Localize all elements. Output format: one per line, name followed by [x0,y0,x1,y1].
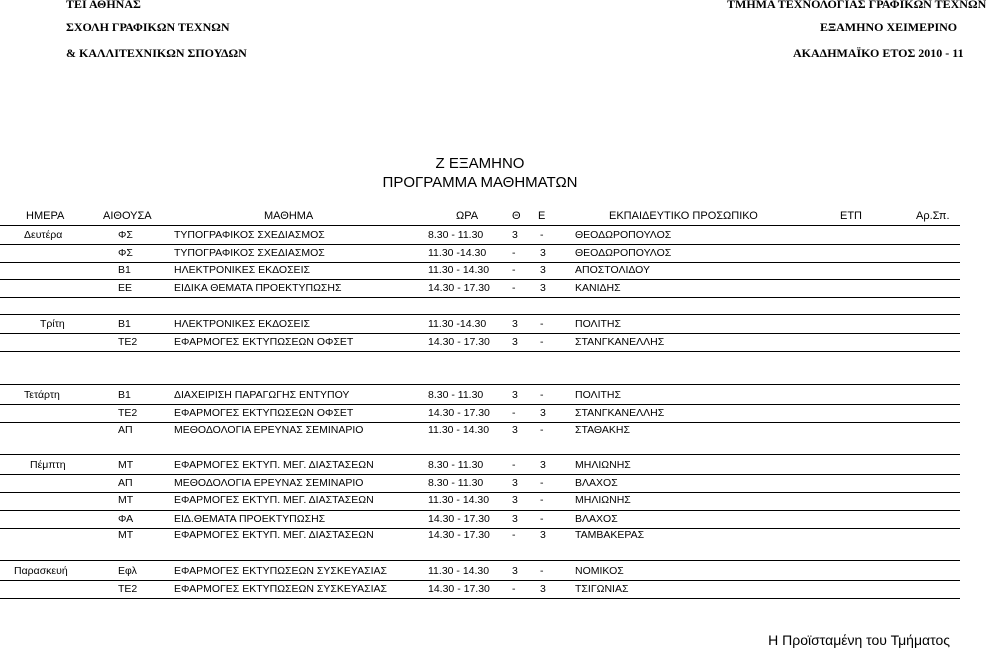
cell-theory: - [512,247,516,259]
cell-time: 8.30 - 11.30 [428,459,484,471]
cell-time: 14.30 - 17.30 [428,407,490,419]
cell-course: ΕΦΑΡΜΟΓΕΣ ΕΚΤΥΠΩΣΕΩΝ ΣΥΣΚΕΥΑΣΙΑΣ [174,583,388,595]
cell-course: ΕΙΔΙΚΑ ΘΕΜΑΤΑ ΠΡΟΕΚΤΥΠΩΣΗΣ [174,282,342,294]
academic-year: ΑΚΑΔΗΜΑΪΚΟ ΕΤΟΣ 2010 - 11 [793,46,964,60]
table-row [0,527,960,544]
cell-room: ΑΠ [118,477,133,489]
cell-lab: - [540,477,544,489]
day-divider [0,454,960,455]
cell-theory: - [512,282,516,294]
cell-staff: ΤΑΜΒΑΚΕΡΑΣ [575,529,645,541]
header-rule [0,225,960,226]
cell-course: ΕΦΑΡΜΟΓΕΣ ΕΚΤΥΠΩΣΕΩΝ ΟΦΣΕΤ [174,336,354,348]
institution-name: ΤΕΙ ΑΘΗΝΑΣ [66,0,141,11]
cell-theory: - [512,529,516,541]
cell-lab: 3 [540,529,546,541]
cell-room: ΦΣ [118,229,133,241]
cell-room: ΦΑ [118,513,134,525]
cell-lab: - [540,565,544,577]
cell-time: 14.30 - 17.30 [428,336,490,348]
cell-theory: 3 [512,477,518,489]
cell-time: 11.30 - 14.30 [428,264,490,276]
cell-time: 11.30 - 14.30 [428,494,490,506]
col-day: ΗΜΕΡΑ [26,210,65,222]
table-row [0,227,960,244]
table-row [0,457,960,474]
col-etp: ΕΤΠ [840,210,862,222]
cell-course: ΜΕΘΟΔΟΛΟΓΙΑ ΕΡΕΥΝΑΣ ΣΕΜΙΝΑΡΙΟ [174,477,364,489]
cell-time: 11.30 -14.30 [428,318,487,330]
cell-room: Εφλ [118,565,137,577]
cell-day: Δευτέρα [24,229,63,241]
cell-lab: 3 [540,459,546,471]
cell-room: ΜΤ [118,529,134,541]
cell-lab: - [540,389,544,401]
cell-staff: ΣΤΑΝΓΚΑΝΕΛΛΗΣ [575,407,665,419]
cell-staff: ΜΗΛΙΩΝΗΣ [575,494,631,506]
cell-time: 11.30 - 14.30 [428,565,490,577]
cell-day: Παρασκευή [14,565,68,577]
cell-staff: ΝΟΜΙΚΟΣ [575,565,624,577]
cell-time: 14.30 - 17.30 [428,583,490,595]
col-course: ΜΑΘΗΜΑ [264,210,314,222]
table-row [0,492,960,509]
col-room: ΑΙΘΟΥΣΑ [103,210,152,222]
cell-lab: 3 [540,583,546,595]
cell-theory: 3 [512,513,518,525]
semester-title: Ζ ΕΞΑΜΗΝΟ [435,155,525,172]
cell-staff: ΚΑΝΙΔΗΣ [575,282,621,294]
cell-course: ΔΙΑΧΕΙΡΙΣΗ ΠΑΡΑΓΩΓΗΣ ΕΝΤΥΠΟΥ [174,389,350,401]
cell-course: ΕΙΔ.ΘΕΜΑΤΑ ΠΡΟΕΚΤΥΠΩΣΗΣ [174,513,326,525]
semester-season: ΕΞΑΜΗΝΟ ΧΕΙΜΕΡΙΝΟ [820,20,958,34]
cell-time: 8.30 - 11.30 [428,477,484,489]
cell-day: Τετάρτη [24,389,60,401]
cell-lab: - [540,318,544,330]
cell-staff: ΑΠΟΣΤΟΛΙΔΟΥ [575,264,651,276]
program-title: ΠΡΟΓΡΑΜΜΑ ΜΑΘΗΜΑΤΩΝ [382,174,578,191]
cell-room: ΤΕ2 [118,336,138,348]
col-staff: ΕΚΠΑΙΔΕΥΤΙΚΟ ΠΡΟΣΩΠΙΚΟ [609,210,758,222]
day-divider [0,314,960,315]
cell-day: Πέμπτη [30,459,66,471]
cell-time: 14.30 - 17.30 [428,282,490,294]
department-name: ΤΜΗΜΑ ΤΕΧΝΟΛΟΓΙΑΣ ΓΡΑΦΙΚΩΝ ΤΕΧΝΩΝ [727,0,986,11]
cell-course: ΕΦΑΡΜΟΓΕΣ ΕΚΤΥΠ. ΜΕΓ. ΔΙΑΣΤΑΣΕΩΝ [174,494,374,506]
cell-room: Β1 [118,318,131,330]
table-row [0,244,960,263]
table-row [0,316,960,333]
cell-course: ΕΦΑΡΜΟΓΕΣ ΕΚΤΥΠΩΣΕΩΝ ΣΥΣΚΕΥΑΣΙΑΣ [174,565,388,577]
cell-theory: - [512,407,516,419]
cell-course: ΗΛΕΚΤΡΟΝΙΚΕΣ ΕΚΔΟΣΕΙΣ [174,318,310,330]
cell-theory: 3 [512,229,518,241]
cell-staff: ΘΕΟΔΩΡΟΠΟΥΛΟΣ [575,229,672,241]
cell-lab: - [540,424,544,436]
cell-lab: - [540,494,544,506]
cell-staff: ΠΟΛΙΤΗΣ [575,318,621,330]
table-row [0,262,960,279]
cell-time: 11.30 -14.30 [428,247,487,259]
cell-room: ΜΤ [118,459,134,471]
table-row [0,580,960,599]
cell-staff: ΜΗΛΙΩΝΗΣ [575,459,631,471]
cell-room: ΜΤ [118,494,134,506]
day-divider [0,384,960,385]
school-name-cont: & ΚΑΛΛΙΤΕΧΝΙΚΩΝ ΣΠΟΥΔΩΝ [66,46,247,60]
cell-theory: - [512,264,516,276]
cell-course: ΤΥΠΟΓΡΑΦΙΚΟΣ ΣΧΕΔΙΑΣΜΟΣ [174,229,325,241]
col-lab: Ε [538,210,546,222]
cell-time: 14.30 - 17.30 [428,529,490,541]
cell-staff: ΒΛΑΧΟΣ [575,513,618,525]
cell-lab: 3 [540,407,546,419]
table-row [0,404,960,423]
cell-lab: - [540,229,544,241]
cell-theory: 3 [512,424,518,436]
cell-lab: 3 [540,282,546,294]
col-theory: Θ [512,210,521,222]
cell-lab: 3 [540,247,546,259]
table-row [0,563,960,580]
cell-theory: 3 [512,336,518,348]
cell-staff: ΘΕΟΔΩΡΟΠΟΥΛΟΣ [575,247,672,259]
cell-room: Β1 [118,389,131,401]
cell-room: ΦΣ [118,247,133,259]
cell-lab: - [540,513,544,525]
cell-room: ΤΕ2 [118,583,138,595]
cell-theory: - [512,583,516,595]
day-divider [0,560,960,561]
cell-course: ΕΦΑΡΜΟΓΕΣ ΕΚΤΥΠΩΣΕΩΝ ΟΦΣΕΤ [174,407,354,419]
table-row [0,422,960,439]
cell-room: ΕΕ [118,282,133,294]
cell-lab: - [540,336,544,348]
cell-room: ΤΕ2 [118,407,138,419]
cell-staff: ΣΤΑΘΑΚΗΣ [575,424,630,436]
table-row [0,474,960,493]
cell-theory: 3 [512,318,518,330]
cell-theory: 3 [512,389,518,401]
cell-course: ΤΥΠΟΓΡΑΦΙΚΟΣ ΣΧΕΔΙΑΣΜΟΣ [174,247,325,259]
cell-staff: ΒΛΑΧΟΣ [575,477,618,489]
cell-course: ΗΛΕΚΤΡΟΝΙΚΕΣ ΕΚΔΟΣΕΙΣ [174,264,310,276]
cell-room: ΑΠ [118,424,133,436]
cell-theory: - [512,459,516,471]
col-time: ΩΡΑ [456,210,479,222]
cell-staff: ΣΤΑΝΓΚΑΝΕΛΛΗΣ [575,336,665,348]
col-ar: Αρ.Σπ. [916,210,950,222]
cell-time: 14.30 - 17.30 [428,513,490,525]
signature-caption: Η Προϊσταμένη του Τμήματος [768,632,950,648]
table-row [0,279,960,298]
table-row [0,387,960,404]
cell-day: Τρίτη [40,318,65,330]
cell-course: ΜΕΘΟΔΟΛΟΓΙΑ ΕΡΕΥΝΑΣ ΣΕΜΙΝΑΡΙΟ [174,424,364,436]
cell-time: 11.30 - 14.30 [428,424,490,436]
cell-course: ΕΦΑΡΜΟΓΕΣ ΕΚΤΥΠ. ΜΕΓ. ΔΙΑΣΤΑΣΕΩΝ [174,459,374,471]
cell-time: 8.30 - 11.30 [428,389,484,401]
cell-theory: 3 [512,494,518,506]
cell-time: 8.30 - 11.30 [428,229,484,241]
cell-room: Β1 [118,264,131,276]
cell-staff: ΤΣΙΓΩΝΙΑΣ [575,583,629,595]
table-row [0,333,960,352]
cell-course: ΕΦΑΡΜΟΓΕΣ ΕΚΤΥΠ. ΜΕΓ. ΔΙΑΣΤΑΣΕΩΝ [174,529,374,541]
cell-lab: 3 [540,264,546,276]
cell-staff: ΠΟΛΙΤΗΣ [575,389,621,401]
cell-theory: 3 [512,565,518,577]
school-name: ΣΧΟΛΗ ΓΡΑΦΙΚΩΝ ΤΕΧΝΩΝ [66,20,230,34]
